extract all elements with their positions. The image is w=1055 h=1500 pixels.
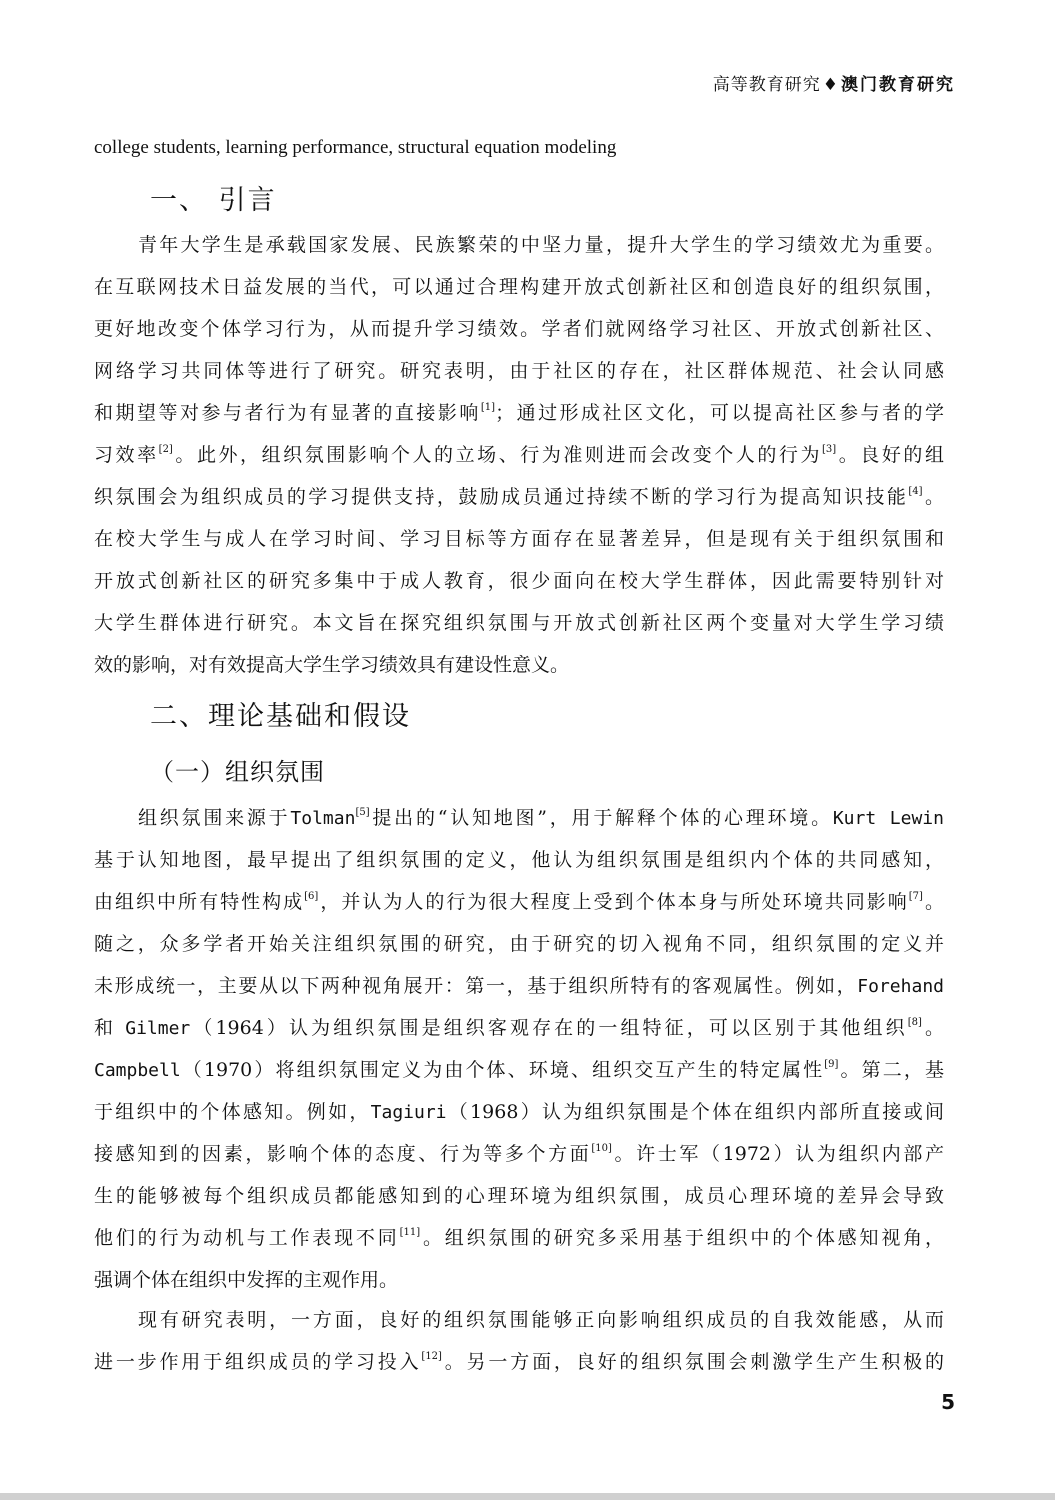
header-section: 高等教育研究 — [712, 75, 821, 95]
text-line: 接感知到的因素，影响个体的态度、行为等多个方面[10]。许士军（1972）认为组织内部产 — [94, 1143, 944, 1165]
citation: [5] — [355, 807, 370, 818]
text-line: 在互联网技术日益发展的当代，可以通过合理构建开放式创新社区和创造良好的组织氛围， — [94, 276, 944, 298]
text-line: 习效率[2]。此外，组织氛围影响个人的立场、行为准则进而会改变个人的行为[3]。良好的组 — [94, 444, 944, 466]
paragraph-org-climate — [94, 797, 944, 1301]
header-journal-name: 澳门教育研究 — [841, 75, 955, 95]
text-line: Campbell（1970）将组织氛围定义为由个体、环境、组织交互产生的特定属性[9]。第二，基 — [94, 1059, 944, 1081]
text-line: 和期望等对参与者行为有显著的直接影响[1]；通过形成社区文化，可以提高社区参与者的学 — [94, 402, 944, 424]
section-heading-theory: 二、理论基础和假设 — [150, 701, 411, 732]
paragraph-introduction — [94, 224, 944, 686]
text-line: 基于认知地图，最早提出了组织氛围的定义，他认为组织氛围是组织内个体的共同感知， — [94, 849, 944, 871]
text-line: 随之，众多学者开始关注组织氛围的研究，由于研究的切入视角不同，组织氛围的定义并 — [94, 933, 944, 955]
running-header — [713, 70, 955, 95]
citation: [3] — [822, 444, 837, 455]
page-bottom-edge — [0, 1493, 1055, 1500]
page-number: 5 — [941, 1390, 955, 1414]
citation: [4] — [908, 486, 923, 497]
text-line: 效的影响，对有效提高大学生学习绩效具有建设性意义。 — [94, 654, 570, 676]
text-line: 更好地改变个体学习行为，从而提升学习绩效。学者们就网络学习社区、开放式创新社区、 — [94, 318, 944, 340]
text-line: 在校大学生与成人在学习时间、学习目标等方面存在显著差异，但是现有关于组织氛围和 — [94, 528, 944, 550]
citation: [9] — [824, 1059, 839, 1070]
english-keywords: college students, learning performance, structural equation modeling — [94, 137, 617, 158]
diamond-separator-icon: ♦ — [822, 75, 839, 95]
paragraph-org-climate-effects — [94, 1299, 944, 1383]
text-line: 强调个体在组织中发挥的主观作用。 — [94, 1269, 399, 1291]
text-line: 现有研究表明，一方面，良好的组织氛围能够正向影响组织成员的自我效能感，从而 — [138, 1309, 944, 1331]
text-line: 进一步作用于组织成员的学习投入[12]。另一方面，良好的组织氛围会刺激学生产生积极的 — [94, 1351, 944, 1373]
citation: [12] — [421, 1351, 442, 1362]
text-line: 大学生群体进行研究。本文旨在探究组织氛围与开放式创新社区两个变量对大学生学习绩 — [94, 612, 944, 634]
text-line: 他们的行为动机与工作表现不同[11]。组织氛围的研究多采用基于组织中的个体感知视角， — [94, 1227, 944, 1249]
subsection-heading-org-climate: （一）组织氛围 — [150, 758, 325, 786]
citation: [7] — [908, 891, 923, 902]
citation: [10] — [591, 1143, 612, 1154]
section-heading-introduction: 一、 引言 — [150, 185, 277, 216]
citation: [6] — [304, 891, 319, 902]
text-line: 和 Gilmer（1964）认为组织氛围是组织客观存在的一组特征，可以区别于其他组织[8]。 — [94, 1017, 944, 1039]
text-line: 未形成统一，主要从以下两种视角展开：第一，基于组织所特有的客观属性。例如，Forehand — [94, 975, 944, 997]
text-line: 于组织中的个体感知。例如，Tagiuri（1968）认为组织氛围是个体在组织内部所直接或间 — [94, 1101, 944, 1123]
text-line: 织氛围会为组织成员的学习提供支持，鼓励成员通过持续不断的学习行为提高知识技能[4]。 — [94, 486, 944, 508]
text-line: 青年大学生是承载国家发展、民族繁荣的中坚力量，提升大学生的学习绩效尤为重要。 — [138, 234, 944, 256]
text-line: 生的能够被每个组织成员都能感知到的心理环境为组织氛围，成员心理环境的差异会导致 — [94, 1185, 944, 1207]
citation: [11] — [399, 1227, 421, 1238]
text-line: 组织氛围来源于Tolman[5]提出的“认知地图”，用于解释个体的心理环境。Kurt Lewin — [138, 807, 944, 829]
citation: [2] — [158, 444, 173, 455]
text-line: 开放式创新社区的研究多集中于成人教育，很少面向在校大学生群体，因此需要特别针对 — [94, 570, 944, 592]
text-line: 网络学习共同体等进行了研究。研究表明，由于社区的存在，社区群体规范、社会认同感 — [94, 360, 944, 382]
citation: [1] — [480, 402, 496, 413]
citation: [8] — [907, 1017, 922, 1028]
text-line: 由组织中所有特性构成[6]，并认为人的行为很大程度上受到个体本身与所处环境共同影响[7]。 — [94, 891, 944, 913]
